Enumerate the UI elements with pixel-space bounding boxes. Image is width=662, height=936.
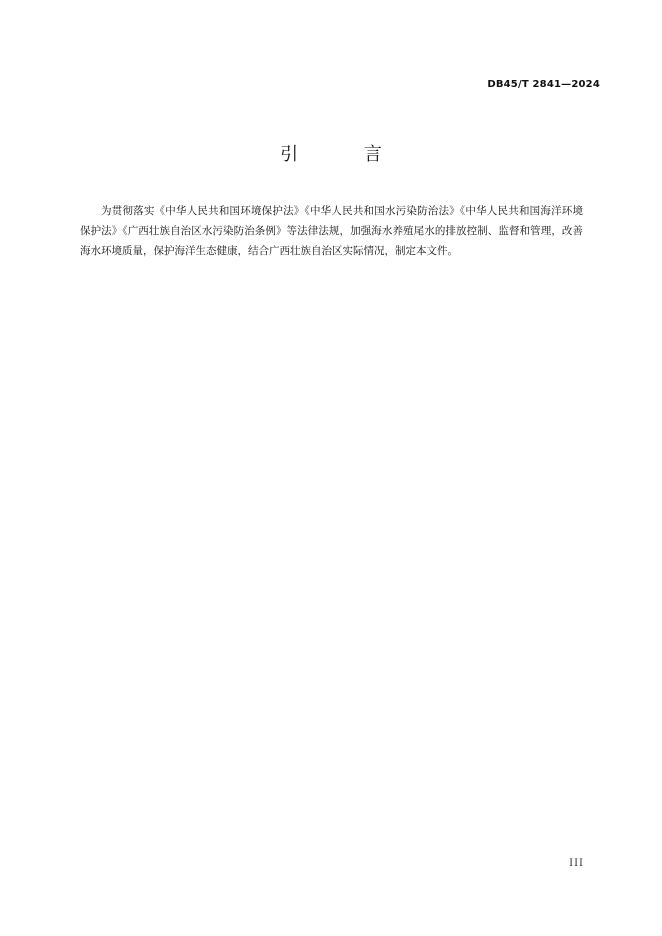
- section-title: 引 言: [280, 144, 412, 165]
- standard-code: DB45/T 2841—2024: [487, 79, 600, 90]
- page-number: III: [569, 858, 584, 869]
- introduction-paragraph: 为贯彻落实《中华人民共和国环境保护法》《中华人民共和国水污染防治法》《中华人民共和国海洋环境保护法》《广西壮族自治区水污染防治条例》等法律法规，加强海水养殖尾水的排放控制、监督和管理，改善海水环境质量，保护海洋生态健康，结合广西壮族自治区实际情况，制定本文件。: [80, 204, 583, 257]
